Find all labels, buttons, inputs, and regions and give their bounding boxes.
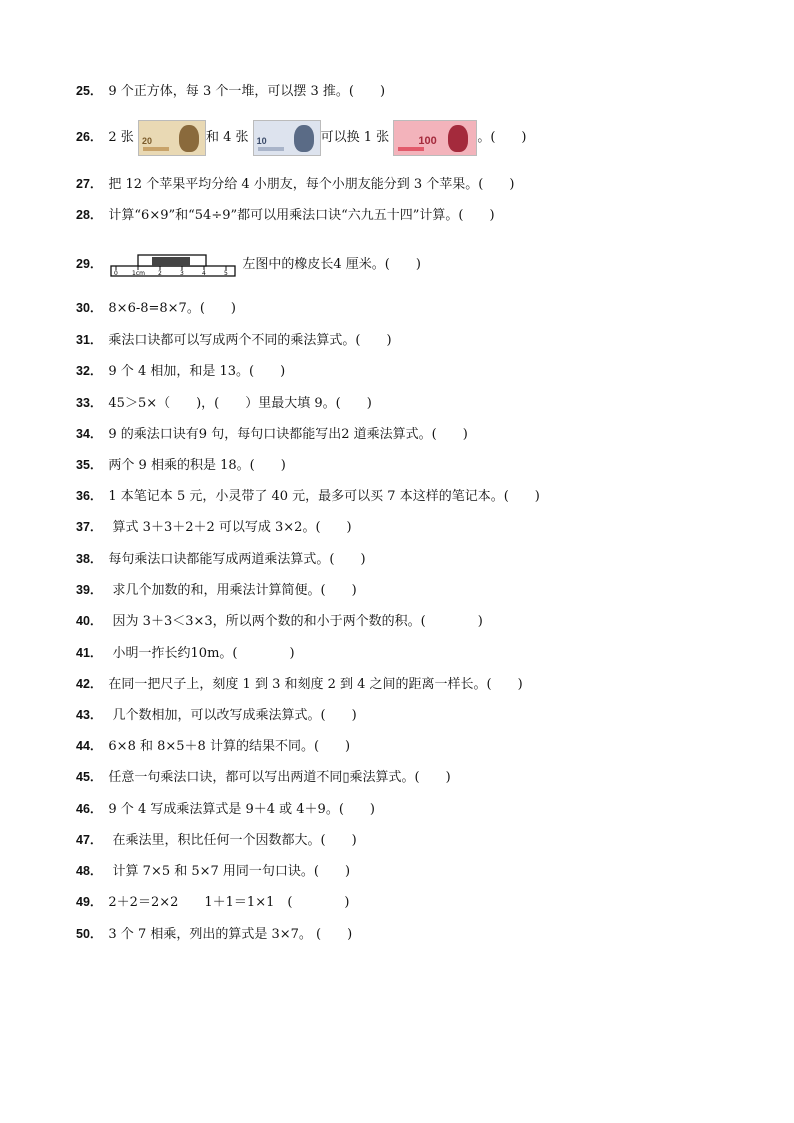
question-text: 算式 3＋3＋2＋2 可以写成 3×2。( ): [108, 520, 352, 535]
question-45: [76, 769, 451, 786]
banknote-stripe: [258, 147, 284, 151]
banknote-stripe: [398, 147, 424, 151]
ruler-tick-label: 4: [202, 269, 207, 277]
ruler-tick-label: 0: [114, 269, 119, 277]
question-number: 29．: [76, 257, 103, 271]
question-text: 9 的乘法口诀有9 句，每句口诀都能写出2 道乘法算式。( ): [108, 427, 468, 442]
question-text: 每句乘法口诀都能写成两道乘法算式。( ): [108, 552, 366, 567]
question-35: [76, 457, 286, 474]
question-text: 小明一拃长约10m。( ): [108, 646, 295, 661]
question-46: [76, 801, 375, 818]
question-number: 28．: [76, 208, 103, 222]
banknote-value: 20: [141, 135, 152, 146]
question-text: 2＋2＝2×2 1＋1＝1×1 ( ): [108, 895, 350, 910]
question-number: 31．: [76, 333, 103, 347]
question-number: 48．: [76, 864, 103, 878]
question-number: 27．: [76, 177, 103, 191]
question-37: [76, 519, 352, 536]
question-27: [76, 176, 514, 193]
question-text: 1 本笔记本 5 元，小灵带了 40 元，最多可以买 7 本这样的笔记本。( ): [108, 489, 540, 504]
question-text: 8×6-8=8×7。( ): [108, 301, 236, 316]
question-text: 6×8 和 8×5＋8 计算的结果不同。( ): [108, 739, 351, 754]
question-33: [76, 395, 372, 412]
question-text: 3 个 7 相乘，列出的算式是 3×7。 ( ): [108, 927, 353, 942]
question-number: 45．: [76, 770, 103, 784]
ruler-body: [111, 266, 235, 276]
question-number: 42．: [76, 677, 103, 691]
question-number: 32．: [76, 364, 103, 378]
ruler-svg: [110, 253, 236, 277]
question-number: 47．: [76, 833, 103, 847]
question-44: [76, 738, 350, 755]
question-number: 37．: [76, 520, 103, 534]
question-number: 38．: [76, 552, 103, 566]
question-text: 计算 7×5 和 5×7 用同一句口诀。( ): [108, 864, 351, 879]
question-34: [76, 426, 468, 443]
question-41: [76, 645, 295, 662]
question-number: 44．: [76, 739, 103, 753]
question-text: 因为 3＋3＜3×3，所以两个数的和小于两个数的积。( ): [108, 614, 483, 629]
banknote-100-image: [393, 120, 477, 156]
question-text: 在同一把尺子上，刻度 1 到 3 和刻度 2 到 4 之间的距离一样长。( ): [108, 677, 523, 692]
question-text-part1: 2 张: [108, 130, 134, 145]
question-number: 46．: [76, 802, 103, 816]
question-number: 39．: [76, 583, 103, 597]
question-number: 40．: [76, 614, 103, 628]
banknote-stripe: [143, 147, 169, 151]
question-29: [76, 252, 421, 277]
question-number: 33．: [76, 396, 103, 410]
question-32: [76, 363, 285, 380]
question-49: [76, 894, 350, 911]
question-text-part3: 可以换 1 张: [320, 130, 390, 145]
banknote-10-image: [253, 120, 321, 156]
ruler-tick-label: 1cm: [132, 269, 146, 277]
ruler-eraser-figure: [110, 253, 236, 277]
eraser-fill: [152, 257, 190, 266]
question-number: 26．: [76, 130, 103, 144]
question-number: 36．: [76, 489, 103, 503]
ruler-tick-label: 2: [158, 269, 163, 277]
question-31: [76, 332, 392, 349]
banknote-value: 100: [418, 134, 437, 147]
question-25: [76, 83, 385, 100]
question-number: 25．: [76, 84, 103, 98]
question-text: 45＞5×（ )，( ）里最大填 9。( ): [108, 396, 372, 411]
portrait-icon: [448, 125, 468, 152]
question-36: [76, 488, 540, 505]
question-28: [76, 207, 495, 224]
ruler-tick-label: 5: [224, 269, 229, 277]
question-40: [76, 613, 483, 630]
question-text-part4: 。( ): [477, 130, 527, 145]
question-text: 9 个 4 相加，和是 13。( ): [108, 364, 286, 379]
question-26: [76, 118, 526, 157]
question-text: 9 个正方体，每 3 个一堆，可以摆 3 推。( ): [108, 84, 386, 99]
question-39: [76, 582, 357, 599]
question-text-part2: 和 4 张: [205, 130, 249, 145]
banknote-value: 10: [256, 135, 267, 146]
question-50: [76, 926, 352, 943]
question-number: 35．: [76, 458, 103, 472]
question-text: 求几个加数的和，用乘法计算简便。( ): [108, 583, 357, 598]
question-text: 左图中的橡皮长4 厘米。( ): [242, 257, 421, 272]
portrait-icon: [294, 125, 314, 152]
question-text: 两个 9 相乘的积是 18。( ): [108, 458, 286, 473]
question-number: 50．: [76, 927, 103, 941]
question-30: [76, 300, 236, 317]
question-number: 30．: [76, 301, 103, 315]
question-number: 34．: [76, 427, 103, 441]
ruler-tick-label: 3: [180, 269, 185, 277]
question-42: [76, 676, 523, 693]
question-text: 把 12 个苹果平均分给 4 小朋友，每个小朋友能分到 3 个苹果。( ): [108, 177, 515, 192]
question-number: 49．: [76, 895, 103, 909]
banknote-20-image: [138, 120, 206, 156]
question-text: 在乘法里，积比任何一个因数都大。( ): [108, 833, 357, 848]
question-text: 任意一句乘法口诀，都可以写出两道不同▯乘法算式。( ): [108, 770, 451, 785]
question-38: [76, 551, 366, 568]
question-47: [76, 832, 357, 849]
question-number: 41．: [76, 646, 103, 660]
question-text: 乘法口诀都可以写成两个不同的乘法算式。( ): [108, 333, 392, 348]
portrait-icon: [179, 125, 199, 152]
question-text: 计算“6×9”和“54÷9”都可以用乘法口诀“六九五十四”计算。( ): [108, 208, 495, 223]
question-number: 43．: [76, 708, 103, 722]
question-text: 几个数相加，可以改写成乘法算式。( ): [108, 708, 357, 723]
question-43: [76, 707, 357, 724]
question-48: [76, 863, 350, 880]
question-text: 9 个 4 写成乘法算式是 9＋4 或 4＋9。( ): [108, 802, 375, 817]
